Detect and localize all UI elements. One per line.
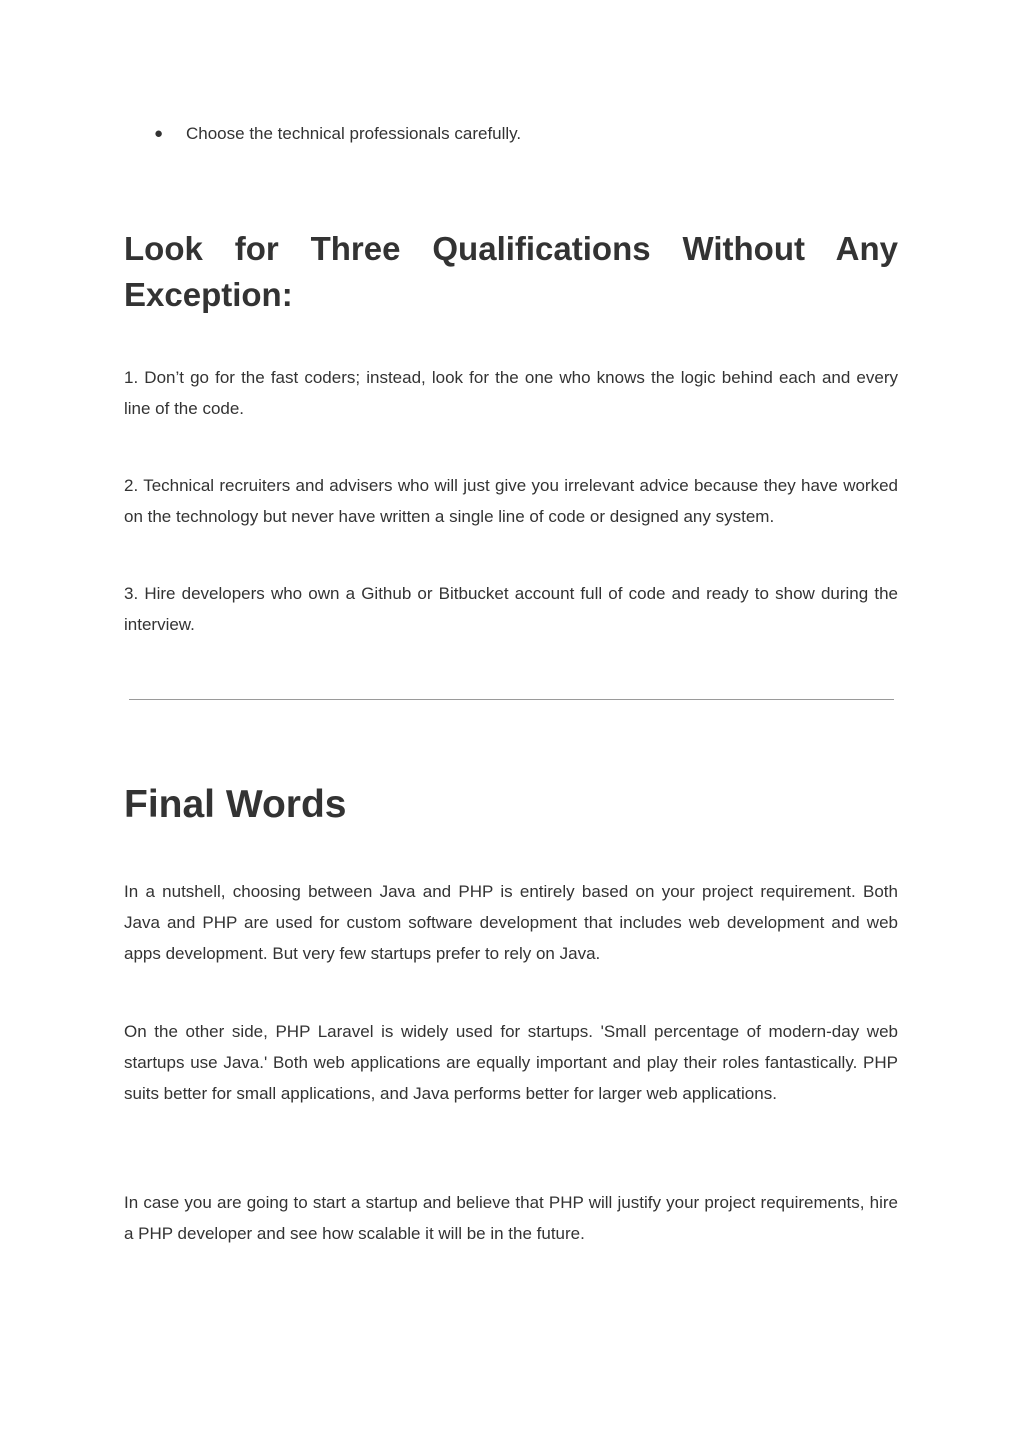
final-words-paragraph-2: On the other side, PHP Laravel is widely used for startups. 'Small percentage of modern-day web startups use Java.' Both web applications are equally important and play their roles fantastically. PHP suits better for small applications, and Java performs better for larger web applications. <box>124 1022 898 1103</box>
qualification-item-1: 1. Don’t go for the fast coders; instead, look for the one who knows the logic behind each and every line of the code. <box>124 368 898 418</box>
section-heading-qualifications: Look for Three Qualifications Without Any Exception: <box>124 230 898 313</box>
bullet-text: Choose the technical professionals carefully. <box>186 124 522 143</box>
final-words-paragraph-1: In a nutshell, choosing between Java and PHP is entirely based on your project requirement. Both Java and PHP are used for custom software development that includes web development and web apps development. But very few startups prefer to rely on Java. <box>124 882 898 963</box>
section-heading-final-words: Final Words <box>124 783 347 826</box>
final-words-paragraph-3: In case you are going to start a startup and believe that PHP will justify your project requirements, hire a PHP developer and see how scalable it will be in the future. <box>124 1193 898 1243</box>
qualification-item-2: 2. Technical recruiters and advisers who will just give you irrelevant advice because they have worked on the technology but never have written a single line of code or designed any system. <box>124 476 898 526</box>
bullet-list <box>154 120 874 148</box>
list-item <box>154 120 874 148</box>
qualification-item-3: 3. Hire developers who own a Github or Bitbucket account full of code and ready to show during the interview. <box>124 584 898 634</box>
horizontal-divider <box>129 699 894 700</box>
bullet-icon: ● <box>154 125 164 142</box>
